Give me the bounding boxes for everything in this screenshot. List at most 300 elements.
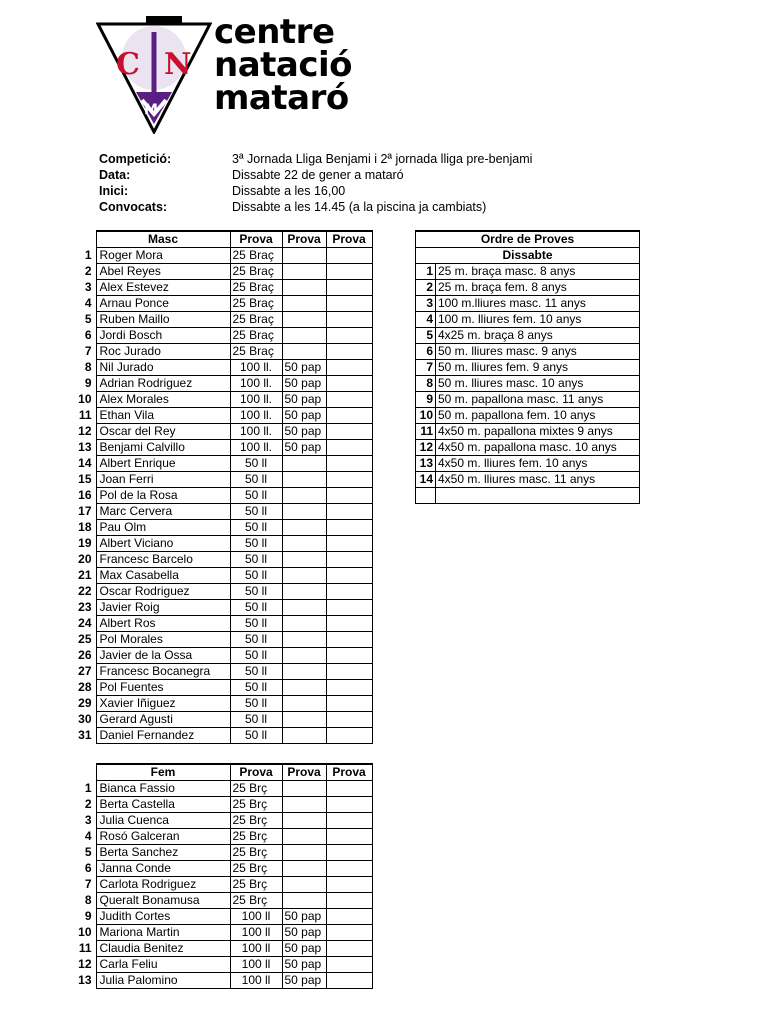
swimmer-name: Roc Jurado xyxy=(96,344,230,360)
event-1: 50 ll xyxy=(230,664,282,680)
event-order-row xyxy=(416,328,640,344)
event-3 xyxy=(326,797,372,813)
event-order-table xyxy=(415,230,640,504)
event-1: 50 ll xyxy=(230,552,282,568)
event-1: 100 ll. xyxy=(230,392,282,408)
event-1: 100 ll xyxy=(230,957,282,973)
logo-letter-c: C xyxy=(116,47,140,82)
fem-roster-table xyxy=(70,763,373,989)
event-3 xyxy=(326,845,372,861)
swimmer-name: Bianca Fassio xyxy=(96,781,230,797)
event-description: 4x50 m. papallona masc. 10 anys xyxy=(436,440,640,456)
event-number: 7 xyxy=(416,360,436,376)
row-number: 1 xyxy=(84,781,92,795)
row-number: 10 xyxy=(78,392,92,406)
event-2: 50 pap xyxy=(282,941,326,957)
event-number: 5 xyxy=(416,328,436,344)
event-1: 25 Brç xyxy=(230,845,282,861)
org-name xyxy=(214,12,353,118)
row-number: 25 xyxy=(78,632,92,646)
event-2 xyxy=(282,813,326,829)
header-row xyxy=(70,764,372,781)
event-1: 25 Brç xyxy=(230,893,282,909)
event-3 xyxy=(326,861,372,877)
event-1: 50 ll xyxy=(230,536,282,552)
swimmer-name: Daniel Fernandez xyxy=(96,728,230,744)
row-number: 2 xyxy=(84,797,92,811)
table-row xyxy=(70,312,372,328)
event-number: 4 xyxy=(416,312,436,328)
event-1: 50 ll xyxy=(230,520,282,536)
logo-letter-m: M xyxy=(144,102,158,118)
logo-letter-n: N xyxy=(164,47,192,82)
event-number: 12 xyxy=(416,440,436,456)
event-order-row xyxy=(416,456,640,472)
event-description: 25 m. braça masc. 8 anys xyxy=(436,264,640,280)
row-number: 17 xyxy=(78,504,92,518)
event-2 xyxy=(282,728,326,744)
swimmer-name: Benjami Calvillo xyxy=(96,440,230,456)
table-row xyxy=(70,909,372,925)
event-1: 50 ll xyxy=(230,696,282,712)
event-1: 100 ll xyxy=(230,973,282,989)
swimmer-name: Pol de la Rosa xyxy=(96,488,230,504)
row-number: 19 xyxy=(78,536,92,550)
event-1: 25 Braç xyxy=(230,312,282,328)
event-3 xyxy=(326,893,372,909)
table-row xyxy=(70,680,372,696)
column-header: Prova xyxy=(230,764,282,781)
row-number: 26 xyxy=(78,648,92,662)
event-description: 100 m.lliures masc. 11 anys xyxy=(436,296,640,312)
info-label: Inici: xyxy=(99,184,129,198)
event-3 xyxy=(326,472,372,488)
table-row xyxy=(70,360,372,376)
event-description: 50 m. papallona masc. 11 anys xyxy=(436,392,640,408)
swimmer-name: Julia Palomino xyxy=(96,973,230,989)
event-2 xyxy=(282,893,326,909)
swimmer-name: Arnau Ponce xyxy=(96,296,230,312)
swimmer-name: Pol Morales xyxy=(96,632,230,648)
event-1: 100 ll. xyxy=(230,424,282,440)
swimmer-name: Francesc Barcelo xyxy=(96,552,230,568)
event-3 xyxy=(326,957,372,973)
table-row xyxy=(70,456,372,472)
event-1: 50 ll xyxy=(230,456,282,472)
event-2 xyxy=(282,312,326,328)
event-description: 50 m. lliures masc. 10 anys xyxy=(436,376,640,392)
swimmer-name: Berta Castella xyxy=(96,797,230,813)
swimmer-name: Albert Viciano xyxy=(96,536,230,552)
order-day: Dissabte xyxy=(416,248,640,264)
event-3 xyxy=(326,376,372,392)
event-order-row xyxy=(416,344,640,360)
swimmer-name: Javier de la Ossa xyxy=(96,648,230,664)
event-1: 50 ll xyxy=(230,632,282,648)
swimmer-name: Julia Cuenca xyxy=(96,813,230,829)
event-3 xyxy=(326,813,372,829)
swimmer-name: Joan Ferri xyxy=(96,472,230,488)
event-1: 25 Braç xyxy=(230,248,282,264)
row-number: 8 xyxy=(84,893,92,907)
swimmer-name: Ethan Vila xyxy=(96,408,230,424)
table-row xyxy=(70,925,372,941)
row-number: 8 xyxy=(84,360,92,374)
event-2 xyxy=(282,296,326,312)
event-description: 4x25 m. braça 8 anys xyxy=(436,328,640,344)
event-1: 25 Brç xyxy=(230,781,282,797)
swimmer-name: Albert Enrique xyxy=(96,456,230,472)
table-row xyxy=(70,696,372,712)
row-number: 1 xyxy=(84,248,92,262)
event-3 xyxy=(326,664,372,680)
event-2: 50 pap xyxy=(282,440,326,456)
table-row xyxy=(70,376,372,392)
event-2: 50 pap xyxy=(282,424,326,440)
swimmer-name: Pau Olm xyxy=(96,520,230,536)
event-2 xyxy=(282,632,326,648)
row-number: 30 xyxy=(78,712,92,726)
event-1: 50 ll xyxy=(230,680,282,696)
event-1: 50 ll xyxy=(230,568,282,584)
table-row xyxy=(70,248,372,264)
swimmer-name: Gerard Agusti xyxy=(96,712,230,728)
table-row xyxy=(70,616,372,632)
info-value: 3ª Jornada Lliga Benjami i 2ª jornada lliga pre-benjami xyxy=(232,152,533,166)
row-number: 15 xyxy=(78,472,92,486)
event-3 xyxy=(326,909,372,925)
event-2 xyxy=(282,584,326,600)
event-3 xyxy=(326,424,372,440)
swimmer-name: Max Casabella xyxy=(96,568,230,584)
event-description: 4x50 m. lliures masc. 11 anys xyxy=(436,472,640,488)
event-2 xyxy=(282,280,326,296)
row-number: 7 xyxy=(84,344,92,358)
event-1: 50 ll xyxy=(230,712,282,728)
event-order-row xyxy=(416,360,640,376)
swimmer-name: Adrian Rodriguez xyxy=(96,376,230,392)
event-2 xyxy=(282,488,326,504)
event-description: 50 m. papallona fem. 10 anys xyxy=(436,408,640,424)
event-2 xyxy=(282,861,326,877)
event-3 xyxy=(326,280,372,296)
event-3 xyxy=(326,360,372,376)
info-row xyxy=(99,183,532,199)
event-2 xyxy=(282,504,326,520)
swimmer-name: Alex Estevez xyxy=(96,280,230,296)
column-header: Prova xyxy=(326,231,372,248)
event-3 xyxy=(326,440,372,456)
row-number: 31 xyxy=(78,728,92,742)
table-row xyxy=(70,861,372,877)
table-row xyxy=(70,941,372,957)
row-number: 4 xyxy=(84,829,92,843)
row-number: 5 xyxy=(84,845,92,859)
org-name-line: centre xyxy=(214,12,335,52)
event-2 xyxy=(282,845,326,861)
info-value: Dissabte a les 14.45 (a la piscina ja cambiats) xyxy=(232,200,487,214)
swimmer-name: Berta Sanchez xyxy=(96,845,230,861)
event-3 xyxy=(326,632,372,648)
swimmer-name: Mariona Martin xyxy=(96,925,230,941)
column-header: Prova xyxy=(282,231,326,248)
swimmer-name: Pol Fuentes xyxy=(96,680,230,696)
order-title: Ordre de Proves xyxy=(416,231,640,248)
event-number: 9 xyxy=(416,392,436,408)
event-2 xyxy=(282,456,326,472)
table-row xyxy=(70,568,372,584)
event-number: 6 xyxy=(416,344,436,360)
event-3 xyxy=(326,648,372,664)
event-3 xyxy=(326,941,372,957)
table-row xyxy=(70,728,372,744)
event-1: 25 Brç xyxy=(230,829,282,845)
event-1: 25 Braç xyxy=(230,280,282,296)
table-row xyxy=(70,584,372,600)
swimmer-name: Claudia Benitez xyxy=(96,941,230,957)
event-1: 25 Brç xyxy=(230,813,282,829)
swimmer-name: Oscar Rodriguez xyxy=(96,584,230,600)
row-number: 2 xyxy=(84,264,92,278)
event-2 xyxy=(282,248,326,264)
row-number: 6 xyxy=(84,861,92,875)
event-description: 50 m. lliures masc. 9 anys xyxy=(436,344,640,360)
event-number: 2 xyxy=(416,280,436,296)
event-1: 100 ll xyxy=(230,909,282,925)
event-number: 13 xyxy=(416,456,436,472)
event-3 xyxy=(326,536,372,552)
event-2: 50 pap xyxy=(282,392,326,408)
event-1: 50 ll xyxy=(230,472,282,488)
order-subtitle-row xyxy=(416,248,640,264)
swimmer-name: Javier Roig xyxy=(96,600,230,616)
row-number: 3 xyxy=(84,280,92,294)
table-row xyxy=(70,712,372,728)
event-3 xyxy=(326,584,372,600)
event-2 xyxy=(282,829,326,845)
event-1: 100 ll. xyxy=(230,440,282,456)
swimmer-name: Carla Feliu xyxy=(96,957,230,973)
header-row xyxy=(70,231,372,248)
column-header: Prova xyxy=(326,764,372,781)
event-description: 4x50 m. papallona mixtes 9 anys xyxy=(436,424,640,440)
swimmer-name: Jordi Bosch xyxy=(96,328,230,344)
row-number: 11 xyxy=(78,408,92,422)
event-order-row xyxy=(416,296,640,312)
table-row xyxy=(70,344,372,360)
event-2 xyxy=(282,781,326,797)
event-1: 100 ll. xyxy=(230,376,282,392)
table-row xyxy=(70,552,372,568)
event-1: 25 Brç xyxy=(230,861,282,877)
event-2: 50 pap xyxy=(282,973,326,989)
table-row xyxy=(70,392,372,408)
event-3 xyxy=(326,248,372,264)
event-1: 100 ll. xyxy=(230,360,282,376)
event-3 xyxy=(326,264,372,280)
row-number: 4 xyxy=(84,296,92,310)
info-label: Data: xyxy=(99,168,131,182)
event-3 xyxy=(326,312,372,328)
event-1: 50 ll xyxy=(230,504,282,520)
event-2 xyxy=(282,568,326,584)
row-number: 23 xyxy=(78,600,92,614)
row-number: 14 xyxy=(78,456,92,470)
event-description: 25 m. braça fem. 8 anys xyxy=(436,280,640,296)
event-2 xyxy=(282,648,326,664)
event-3 xyxy=(326,552,372,568)
event-order-row xyxy=(416,376,640,392)
row-number: 10 xyxy=(78,925,92,939)
column-header: Fem xyxy=(96,764,230,781)
org-name-line: natació xyxy=(214,45,353,85)
swimmer-name: Janna Conde xyxy=(96,861,230,877)
table-row xyxy=(70,472,372,488)
event-2 xyxy=(282,344,326,360)
event-3 xyxy=(326,680,372,696)
table-row xyxy=(70,797,372,813)
event-3 xyxy=(326,728,372,744)
row-number: 12 xyxy=(78,424,92,438)
info-row xyxy=(99,167,532,183)
event-2 xyxy=(282,616,326,632)
org-name-line: mataró xyxy=(214,78,349,118)
swimmer-name: Rosó Galceran xyxy=(96,829,230,845)
event-3 xyxy=(326,456,372,472)
table-row xyxy=(70,877,372,893)
row-number: 5 xyxy=(84,312,92,326)
event-1: 100 ll xyxy=(230,925,282,941)
event-number: 10 xyxy=(416,408,436,424)
row-number: 18 xyxy=(78,520,92,534)
event-1: 25 Braç xyxy=(230,264,282,280)
swimmer-name: Ruben Maillo xyxy=(96,312,230,328)
info-value: Dissabte a les 16,00 xyxy=(232,184,346,198)
event-3 xyxy=(326,696,372,712)
event-3 xyxy=(326,925,372,941)
table-row xyxy=(70,781,372,797)
event-2 xyxy=(282,600,326,616)
event-2 xyxy=(282,712,326,728)
event-order-row xyxy=(416,312,640,328)
table-row xyxy=(70,600,372,616)
event-1: 50 ll xyxy=(230,728,282,744)
event-number: 11 xyxy=(416,424,436,440)
event-1: 25 Braç xyxy=(230,328,282,344)
row-number: 28 xyxy=(78,680,92,694)
table-row xyxy=(70,893,372,909)
event-2 xyxy=(282,877,326,893)
event-1: 50 ll xyxy=(230,616,282,632)
row-number: 11 xyxy=(78,941,92,955)
event-order-row xyxy=(416,472,640,488)
table-row xyxy=(70,264,372,280)
row-number: 16 xyxy=(78,488,92,502)
event-description: 100 m. lliures fem. 10 anys xyxy=(436,312,640,328)
swimmer-name: Francesc Bocanegra xyxy=(96,664,230,680)
event-2: 50 pap xyxy=(282,376,326,392)
club-logo xyxy=(96,14,212,134)
event-3 xyxy=(326,296,372,312)
table-row xyxy=(70,648,372,664)
row-number: 27 xyxy=(78,664,92,678)
order-title-row xyxy=(416,231,640,248)
row-number: 12 xyxy=(78,957,92,971)
swimmer-name: Nil Jurado xyxy=(96,360,230,376)
event-order-row xyxy=(416,264,640,280)
row-number: 22 xyxy=(78,584,92,598)
event-2: 50 pap xyxy=(282,957,326,973)
table-row xyxy=(70,408,372,424)
column-header: Masc xyxy=(96,231,230,248)
event-2: 50 pap xyxy=(282,408,326,424)
event-3 xyxy=(326,344,372,360)
swimmer-name: Queralt Bonamusa xyxy=(96,893,230,909)
event-1: 100 ll. xyxy=(230,408,282,424)
event-number: 8 xyxy=(416,376,436,392)
swimmer-name: Marc Cervera xyxy=(96,504,230,520)
event-3 xyxy=(326,392,372,408)
info-label: Convocats: xyxy=(99,200,168,214)
event-order-row xyxy=(416,408,640,424)
event-number: 3 xyxy=(416,296,436,312)
table-row xyxy=(70,488,372,504)
event-1: 25 Brç xyxy=(230,877,282,893)
event-1: 50 ll xyxy=(230,584,282,600)
event-description xyxy=(436,488,640,504)
table-row xyxy=(70,520,372,536)
number-header xyxy=(70,764,96,781)
row-number: 24 xyxy=(78,616,92,630)
row-number: 20 xyxy=(78,552,92,566)
event-number: 1 xyxy=(416,264,436,280)
event-2 xyxy=(282,552,326,568)
table-row xyxy=(70,813,372,829)
number-header xyxy=(70,231,96,248)
competition-info xyxy=(99,151,532,215)
event-2 xyxy=(282,797,326,813)
row-number: 3 xyxy=(84,813,92,827)
swimmer-name: Carlota Rodriguez xyxy=(96,877,230,893)
row-number: 21 xyxy=(78,568,92,582)
event-description: 50 m. lliures fem. 9 anys xyxy=(436,360,640,376)
masc-roster-table xyxy=(70,230,373,744)
table-row xyxy=(70,440,372,456)
row-number: 13 xyxy=(78,973,92,987)
table-row xyxy=(70,536,372,552)
info-row xyxy=(99,199,532,215)
event-number: 14 xyxy=(416,472,436,488)
row-number: 7 xyxy=(84,877,92,891)
swimmer-name: Albert Ros xyxy=(96,616,230,632)
table-row xyxy=(70,424,372,440)
row-number: 9 xyxy=(84,376,92,390)
event-2 xyxy=(282,680,326,696)
event-3 xyxy=(326,829,372,845)
event-order-row xyxy=(416,280,640,296)
row-number: 13 xyxy=(78,440,92,454)
event-3 xyxy=(326,488,372,504)
event-2 xyxy=(282,696,326,712)
row-number: 29 xyxy=(78,696,92,710)
event-2 xyxy=(282,328,326,344)
table-row xyxy=(70,296,372,312)
info-row xyxy=(99,151,532,167)
swimmer-name: Oscar del Rey xyxy=(96,424,230,440)
event-2: 50 pap xyxy=(282,360,326,376)
table-row xyxy=(70,664,372,680)
event-2 xyxy=(282,264,326,280)
